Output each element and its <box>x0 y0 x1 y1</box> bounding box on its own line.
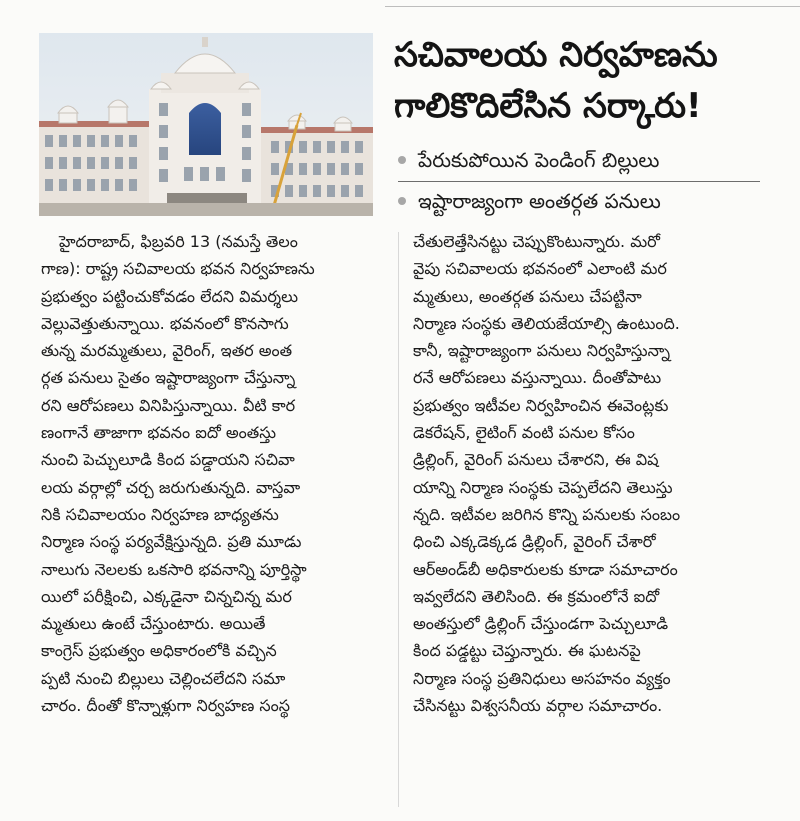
article-column-left <box>41 228 387 719</box>
article-line: లయ వర్గాల్లో చర్చ జరుగుతున్నది. వాస్తవా <box>41 477 301 497</box>
article-line: నిర్మాణ సంస్థకు తెలియజేయాల్సి ఉంటుంది. <box>413 313 680 333</box>
article-line: చేతులెత్తేసినట్టు చెప్పుకొంటున్నారు. మరో <box>413 232 660 251</box>
article-line: ప్పటి నుంచి బిల్లులు చెల్లించలేదని సమా <box>41 668 286 688</box>
article-line: మ్మతులు ఉంటే చేస్తుంటారు. అయితే <box>41 614 266 634</box>
article-line: నుంచి పెచ్చులూడి కింద పడ్డాయని సచివా <box>41 450 295 470</box>
article-line: వైపు సచివాలయ భవనంలో ఎలాంటి మర <box>413 259 667 279</box>
article-line: మ్మతులు, అంతర్గత పనులు చేపట్టినా <box>413 286 642 306</box>
top-rule <box>385 6 800 7</box>
highlights-list <box>398 141 760 222</box>
article-line: యాన్ని నిర్మాణ సంస్థకు చెప్పలేదని తెలుస్తు <box>413 477 673 497</box>
article-line: తున్న మరమ్మతులు, వైరింగ్, ఇతర అంత <box>41 341 293 361</box>
column-divider <box>398 232 399 807</box>
article-line: యిలో పరీక్షించి, ఎక్కడైనా చిన్నచిన్న మర <box>41 586 292 606</box>
article-line: అంతస్తులో డ్రిల్లింగ్ చేస్తుండగా పెచ్చులూడి <box>413 614 669 634</box>
headline <box>394 30 794 132</box>
article-line: నిర్మాణ సంస్థ పర్యవేక్షిస్తున్నది. ప్రతి మూడు <box>41 532 302 552</box>
bullet-icon <box>398 156 406 164</box>
article-line: కానీ, ఇష్టారాజ్యంగా పనులు నిర్వహిస్తున్నా <box>413 341 671 361</box>
article-line: చారం. దీంతో కొన్నాళ్లుగా నిర్వహణ సంస్థ <box>41 696 290 716</box>
article-line: డ్రిల్లింగ్, వైరింగ్ పనులు చేశారని, ఈ విష <box>413 450 659 470</box>
article-line: గాణ): రాష్ట్ర సచివాలయ భవన నిర్వహణను <box>41 259 315 279</box>
headline-line: సచివాలయ నిర్వహణను <box>394 35 718 75</box>
article-line: కాంగ్రెస్ ప్రభుత్వం అధికారంలోకి వచ్చిన <box>41 641 277 661</box>
article-line: కింద పడ్డట్టు చెప్తున్నారు. ఈ ఘటనపై <box>413 641 641 661</box>
article-line: రని ఆరోపణలు వినిపిస్తున్నాయి. వీటి కార <box>41 395 296 415</box>
highlight-item <box>398 182 760 222</box>
highlight-text: ఇష్టారాజ్యంగా అంతర్గత పనులు <box>418 189 661 213</box>
article-line: ప్రభుత్వం పట్టించుకోవడం లేదని విమర్శలు <box>41 286 299 306</box>
highlight-item <box>398 141 760 182</box>
article-line: న్నది. ఇటీవల జరిగిన కొన్ని పనులకు సంబం <box>413 504 681 524</box>
article-line: వెల్లువెత్తుతున్నాయి. భవనంలో కొనసాగు <box>41 313 289 333</box>
article-line: చేసినట్టు విశ్వసనీయ వర్గాల సమాచారం. <box>413 696 663 716</box>
article-line: ణంగానే తాజాగా భవనం ఐదో అంతస్తు <box>41 423 277 443</box>
secretariat-photo <box>39 33 373 216</box>
article-line: నిర్మాణ సంస్థ ప్రతినిధులు అసహనం వ్యక్తం <box>413 668 671 688</box>
article-line: ధించి ఎక్కడెక్కడ డ్రిల్లింగ్, వైరింగ్ చేశారో <box>413 532 656 552</box>
article-line: ప్రభుత్వం ఇటీవల నిర్వహించిన ఈవెంట్లకు <box>413 395 669 415</box>
article-line: ర్గత పనులు సైతం ఇష్టారాజ్యంగా చేస్తున్నా <box>41 368 296 388</box>
article-line: ఆర్‌అండ్‌బీ అధికారులకు కూడా సమాచారం <box>413 559 678 579</box>
bullet-icon <box>398 197 406 205</box>
article-line: హైదరాబాద్, ఫిబ్రవరి 13 (నమస్తే తెలం <box>59 232 298 251</box>
article-column-right <box>413 228 763 719</box>
highlight-text: పేరుకుపోయిన పెండింగ్ బిల్లులు <box>418 148 660 172</box>
article-line: నికి సచివాలయం నిర్వహణ బాధ్యతను <box>41 504 279 524</box>
headline-line: గాలికొదిలేసిన సర్కారు! <box>394 86 702 126</box>
article-line: నాలుగు నెలలకు ఒకసారి భవనాన్ని పూర్తిస్థా <box>41 559 307 579</box>
article-line: డెకరేషన్, లైటింగ్ వంటి పనుల కోసం <box>413 423 635 443</box>
article-line: రనే ఆరోపణలు వస్తున్నాయి. దీంతోపాటు <box>413 368 662 388</box>
article-line: ఇవ్వలేదని తెలిసింది. ఈ క్రమంలోనే ఐదో <box>413 586 660 606</box>
